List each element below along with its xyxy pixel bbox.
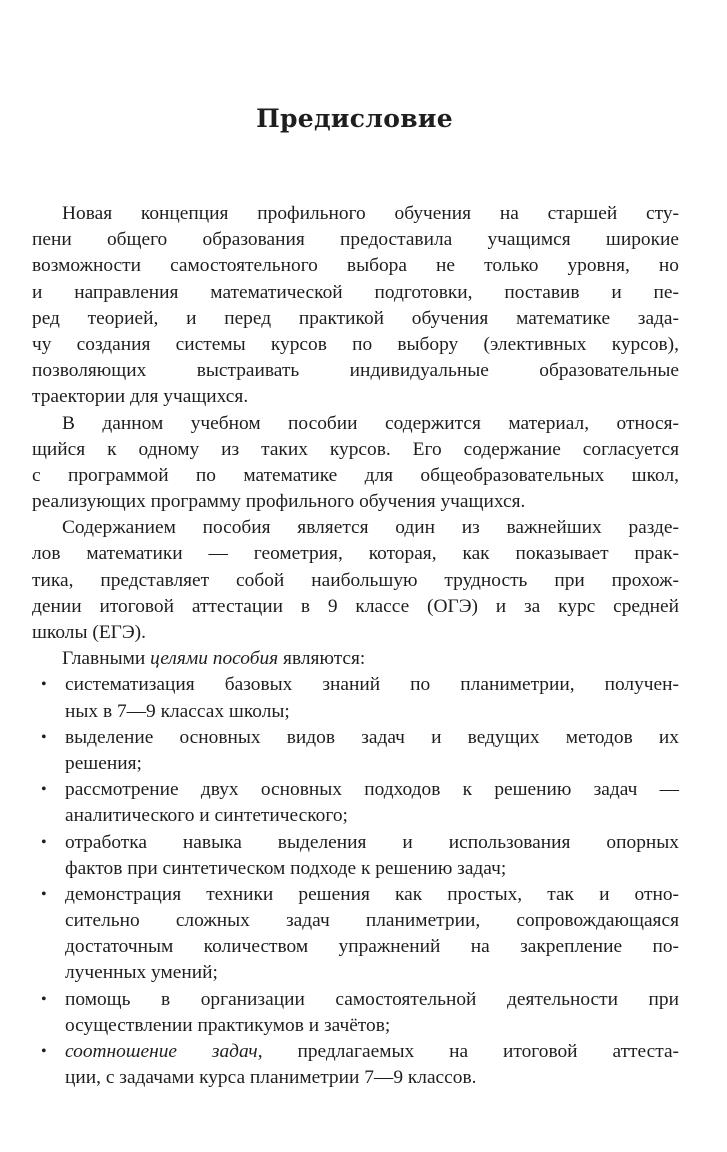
text-line: сительно сложных задач планиметрии, сопровождающаяся	[65, 910, 679, 932]
text-line: осуществлении практикумов и зачётов;	[65, 1014, 391, 1036]
goals-intro-before: Главными	[62, 648, 151, 670]
bullet-icon: •	[41, 990, 47, 1008]
text-line: щийся к одному из таких курсов. Его содержание согласуется	[32, 438, 679, 460]
text-line: рассмотрение двух основных подходов к решению задач —	[65, 779, 679, 801]
text-line: демонстрация техники решения как простых, так и отно-	[65, 883, 679, 905]
body-text	[32, 201, 679, 1091]
text-line: ных в 7—9 классах школы;	[65, 700, 290, 722]
text-line: Новая концепция профильного обучения на старшей сту-	[62, 203, 679, 224]
text-line: фактов при синтетическом подходе к решению задач;	[65, 857, 507, 879]
line-rest: , предлагаемых на итоговой аттеста-	[257, 1041, 680, 1062]
text-line: тика, представляет собой наибольшую трудность при прохож-	[32, 569, 679, 591]
list-item	[32, 725, 679, 777]
italic-phrase: соотношение задач	[65, 1041, 258, 1062]
bullet-icon: •	[41, 833, 47, 851]
text-line: аналитического и синтетического;	[65, 805, 348, 827]
text-line: лученных умений;	[65, 962, 218, 984]
paragraph-1	[32, 201, 679, 411]
text-line: с программой по математике для общеобразовательных школ,	[32, 464, 679, 486]
list-item	[32, 987, 679, 1039]
bullet-icon: •	[41, 676, 47, 694]
text-line: школы (ЕГЭ).	[32, 622, 146, 643]
goals-intro	[32, 646, 679, 672]
text-line	[32, 646, 679, 672]
text-line: реализующих программу профильного обучения учащихся.	[32, 491, 526, 513]
list-item	[32, 1039, 679, 1091]
text-line: и направления математической подготовки, поставив и пе-	[32, 281, 679, 303]
text-line: решения;	[65, 752, 142, 774]
text-line: отработка навыка выделения и использования опорных	[65, 831, 679, 853]
bullet-icon: •	[41, 1043, 47, 1060]
text-line: лов математики — геометрия, которая, как показывает прак-	[32, 543, 679, 565]
bullet-icon: •	[41, 728, 47, 746]
text-line: систематизация базовых знаний по планиметрии, получен-	[65, 674, 679, 696]
list-item	[32, 777, 679, 829]
text-line: ред теорией, и перед практикой обучения математике зада-	[32, 307, 679, 329]
list-item	[32, 672, 679, 724]
text-line: ции, с задачами курса планиметрии 7—9 классов.	[65, 1067, 477, 1089]
text-line: помощь в организации самостоятельной деятельности при	[65, 988, 679, 1010]
paragraph-2	[32, 411, 679, 516]
goals-list	[32, 672, 679, 1091]
goals-intro-after: являются:	[278, 648, 366, 670]
bullet-icon: •	[41, 781, 47, 799]
goals-intro-italic: целями пособия	[150, 648, 279, 670]
text-line: пени общего образования предоставила учащимся широкие	[32, 229, 679, 251]
text-line: чу создания системы курсов по выбору (элективных курсов),	[32, 333, 679, 355]
list-item	[32, 830, 679, 882]
text-line	[32, 1039, 679, 1065]
text-line: достаточным количеством упражнений на закрепление по-	[65, 936, 679, 958]
paragraph-3	[32, 515, 679, 646]
text-line: дении итоговой аттестации в 9 классе (ОГЭ) и за курс средней	[32, 595, 679, 617]
bullet-icon: •	[41, 885, 47, 903]
list-item	[32, 882, 679, 987]
text-line: Содержанием пособия является один из важнейших разде-	[62, 517, 679, 539]
text-line: В данном учебном пособии содержится материал, относя-	[62, 412, 679, 434]
text-line: траектории для учащихся.	[32, 386, 249, 408]
text-line: выделение основных видов задач и ведущих методов их	[65, 726, 679, 748]
page-title: Предисловие	[256, 104, 453, 133]
text-line: возможности самостоятельного выбора не только уровня, но	[32, 255, 679, 277]
text-line: позволяющих выстраивать индивидуальные образовательные	[32, 360, 679, 382]
